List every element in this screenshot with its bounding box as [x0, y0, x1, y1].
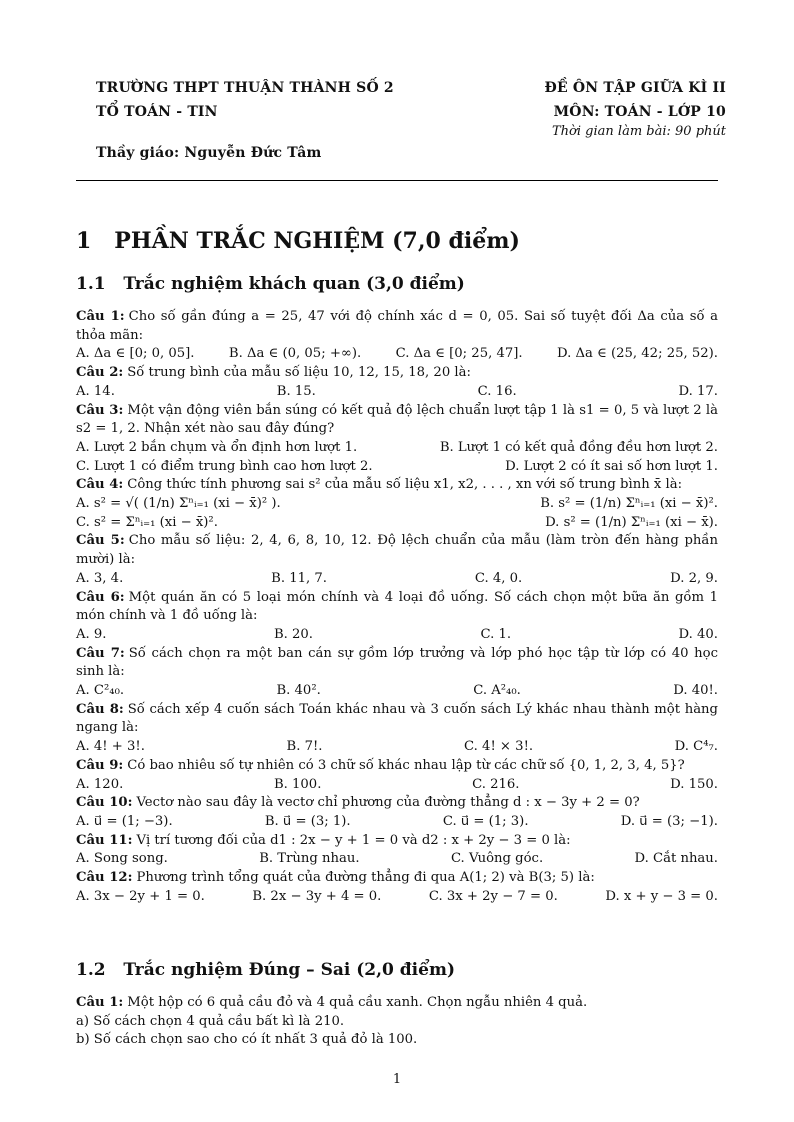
option-d: D. s² = (1/n) Σⁿᵢ₌₁ (xi − x̄). [545, 514, 718, 530]
question [76, 701, 718, 738]
option-c: C. Vuông góc. [450, 851, 544, 867]
section-heading [76, 228, 520, 254]
option-b: B. 2x − 3y + 4 = 0. [252, 888, 382, 904]
section-number: 1 [76, 228, 92, 254]
question-label: Câu 10: [76, 795, 133, 811]
option-b: B. 7!. [286, 739, 323, 755]
question-label: Câu 4: [76, 477, 124, 493]
option-b: B. Lượt 1 có kết quả đồng đều hơn lượt 2. [439, 439, 718, 455]
subsection-number: 1.2 [76, 960, 106, 980]
question-label: Câu 8: [76, 701, 124, 717]
subsection-number: 1.1 [76, 274, 106, 294]
option-a: A. s² = √( (1/n) Σⁿᵢ₌₁ (xi − x̄)² ). [76, 496, 281, 512]
question-label: Câu 1: [76, 995, 124, 1010]
question-text: Một vận động viên bắn súng có kết quả độ lệch chuẩn lượt tập 1 là s1 = 0, 5 và lượt 2 là s2 = 1, 2. Nhận xét nào sau đây đúng? [76, 402, 718, 437]
question-text: Phương trình tổng quát của đường thẳng đi qua A(1; 2) và B(3; 5) là: [136, 870, 595, 886]
question [76, 869, 718, 888]
department-name: TỔ TOÁN - TIN [96, 104, 218, 120]
question [76, 364, 718, 383]
subsection-heading [76, 960, 455, 980]
option-a: A. Song song. [76, 851, 168, 867]
option-d: D. 150. [670, 776, 718, 792]
option-a: A. C²₄₀. [76, 683, 125, 699]
option-c: C. 3x + 2y − 7 = 0. [428, 888, 558, 904]
question-label: Câu 2: [76, 365, 124, 381]
question [76, 994, 718, 1013]
multiple-choice-list [76, 308, 718, 907]
page-number: 1 [392, 1072, 402, 1087]
statement-b: b) Số cách chọn sao cho có ít nhất 3 quả đỏ là 100. [76, 1032, 418, 1048]
subsection-title: Trắc nghiệm khách quan (3,0 điểm) [123, 274, 465, 294]
question-label: Câu 12: [76, 870, 133, 886]
option-b: B. 20. [273, 626, 314, 642]
question [76, 476, 718, 495]
option-d: D. Δa ∈ (25, 42; 25, 52). [556, 346, 718, 362]
section-title: PHẦN TRẮC NGHIỆM (7,0 điểm) [114, 228, 520, 254]
exam-title: ĐỀ ÔN TẬP GIỮA KÌ II [544, 80, 726, 96]
question-label: Câu 3: [76, 402, 124, 418]
question-label: Câu 5: [76, 533, 125, 549]
statement-a: a) Số cách chọn 4 quả cầu bất kì là 210. [76, 1013, 345, 1029]
question [76, 589, 718, 626]
answer-options [76, 439, 718, 476]
question-text: Một quán ăn có 5 loại món chính và 4 loại đồ uống. Số cách chọn một bữa ăn gồm 1 món chính và 1 đồ uống là: [76, 589, 718, 624]
option-b: B. 15. [276, 383, 316, 399]
option-c: C. u⃗ = (1; 3). [442, 813, 529, 829]
answer-options [76, 738, 718, 757]
answer-options [76, 570, 718, 589]
question-text: Vị trí tương đối của d1 : 2x − y + 1 = 0 và d2 : x + 2y − 3 = 0 là: [136, 832, 571, 848]
option-b: B. 40². [276, 683, 321, 699]
question-text: Cho mẫu số liệu: 2, 4, 6, 8, 10, 12. Độ lệch chuẩn của mẫu (làm tròn đến hàng phần mười) là: [76, 533, 718, 568]
answer-options [76, 850, 718, 869]
question-label: Câu 7: [76, 645, 125, 661]
exam-time: Thời gian làm bài: 90 phút [552, 124, 726, 139]
question-text: Số trung bình của mẫu số liệu 10, 12, 15, 18, 20 là: [127, 365, 471, 381]
option-b: B. 100. [273, 776, 322, 792]
subsection-title: Trắc nghiệm Đúng – Sai (2,0 điểm) [123, 960, 455, 980]
option-c: C. 16. [477, 383, 517, 399]
option-c: C. A²₄₀. [473, 683, 521, 699]
question-text: Số cách chọn ra một ban cán sự gồm lớp trưởng và lớp phó học tập từ lớp có 40 học sinh là: [76, 645, 718, 680]
true-false-list [76, 994, 718, 1050]
question-text: Số cách xếp 4 cuốn sách Toán khác nhau và 3 cuốn sách Lý khác nhau thành một hàng ngang là: [76, 701, 718, 736]
teacher-name: Thầy giáo: Nguyễn Đức Tâm [96, 145, 322, 161]
question [76, 402, 718, 439]
option-d: D. u⃗ = (3; −1). [620, 813, 718, 829]
question-text: Cho số gần đúng a = 25, 47 với độ chính xác d = 0, 05. Sai số tuyệt đối Δa của số a thỏa mãn: [76, 309, 718, 343]
option-d: D. x + y − 3 = 0. [605, 888, 718, 904]
question-text: Một hộp có 6 quả cầu đỏ và 4 quả cầu xanh. Chọn ngẫu nhiên 4 quả. [127, 995, 588, 1010]
question-text: Có bao nhiêu số tự nhiên có 3 chữ số khác nhau lập từ các chữ số {0, 1, 2, 3, 4, 5}? [127, 757, 685, 773]
answer-options [76, 345, 718, 364]
answer-options [76, 682, 718, 701]
option-a: A. 14. [76, 383, 115, 399]
question-label: Câu 6: [76, 589, 125, 605]
option-a: A. 3, 4. [76, 570, 124, 586]
option-a: A. 9. [76, 626, 107, 642]
question [76, 308, 718, 345]
option-a: A. 120. [76, 776, 124, 792]
option-c: C. 1. [480, 626, 512, 642]
option-b: B. Δa ∈ (0, 05; +∞). [228, 346, 362, 362]
answer-options [76, 383, 718, 402]
subsection-heading [76, 274, 465, 294]
question-label: Câu 9: [76, 757, 124, 773]
option-c: C. s² = Σⁿᵢ₌₁ (xi − x̄)². [76, 514, 218, 530]
option-d: D. 40!. [673, 683, 718, 699]
option-d: D. Lượt 2 có ít sai số hơn lượt 1. [505, 458, 718, 474]
option-a: A. Δa ∈ [0; 0, 05]. [76, 346, 195, 362]
option-c: C. Lượt 1 có điểm trung bình cao hơn lượt 2. [76, 458, 373, 474]
answer-options [76, 626, 718, 645]
question-text: Vectơ nào sau đây là vectơ chỉ phương của đường thẳng d : x − 3y + 2 = 0? [136, 795, 640, 811]
school-name: TRƯỜNG THPT THUẬN THÀNH SỐ 2 [96, 80, 394, 96]
option-b: B. s² = (1/n) Σⁿᵢ₌₁ (xi − x̄)². [540, 496, 718, 512]
question [76, 794, 718, 813]
subject-line: MÔN: TOÁN - LỚP 10 [553, 104, 726, 120]
option-d: D. C⁴₇. [674, 739, 718, 755]
question [76, 832, 718, 851]
answer-options [76, 813, 718, 832]
option-a: A. 3x − 2y + 1 = 0. [76, 888, 205, 904]
question-text: Công thức tính phương sai s² của mẫu số liệu x1, x2, . . . , xn với số trung bình x̄ là: [127, 477, 683, 493]
answer-options [76, 888, 718, 907]
option-c: C. 4! × 3!. [464, 739, 534, 755]
option-a: A. u⃗ = (1; −3). [76, 813, 173, 829]
option-d: D. 2, 9. [670, 570, 718, 586]
option-d: D. 17. [678, 383, 718, 399]
option-b: B. Trùng nhau. [259, 851, 360, 867]
header-divider [76, 180, 718, 181]
question [76, 532, 718, 569]
option-d: D. Cắt nhau. [634, 851, 718, 867]
question-label: Câu 1: [76, 309, 125, 324]
option-d: D. 40. [678, 626, 718, 642]
option-b: B. u⃗ = (3; 1). [264, 813, 351, 829]
option-c: C. Δa ∈ [0; 25, 47]. [395, 346, 523, 362]
question [76, 757, 718, 776]
answer-options [76, 495, 718, 532]
option-c: C. 216. [472, 776, 520, 792]
option-a: A. Lượt 2 bắn chụm và ổn định hơn lượt 1. [76, 439, 358, 455]
answer-options [76, 776, 718, 795]
option-a: A. 4! + 3!. [76, 739, 145, 755]
option-b: B. 11, 7. [271, 570, 327, 586]
option-c: C. 4, 0. [474, 570, 523, 586]
question [76, 645, 718, 682]
question-label: Câu 11: [76, 832, 133, 848]
